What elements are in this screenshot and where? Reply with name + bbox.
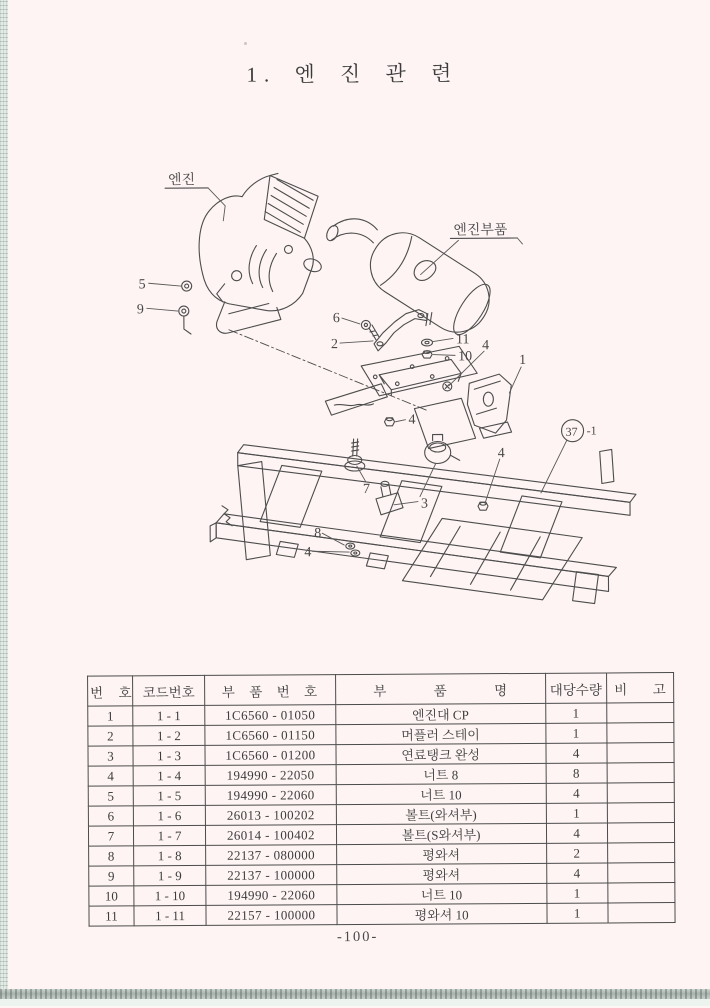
cell-name: 볼트(S와셔부) [336,823,546,844]
cell-no: 5 [88,786,133,806]
cell-no: 3 [88,746,133,766]
washer-nut-stack [422,339,433,358]
callout-5: 5 [138,277,146,293]
cell-qty: 1 [545,703,606,723]
cell-no: 11 [89,906,134,926]
callout-4b: 4 [408,412,416,428]
cell-name: 평와셔 [336,863,546,884]
cell-name: 너트 10 [336,783,546,804]
cell-no: 7 [88,826,133,846]
muffler-stay-drawing [374,310,427,351]
callout-4a: 4 [481,338,490,354]
cell-code: 1 - 9 [134,865,206,885]
cell-code: 1 - 6 [133,805,205,825]
ref-circle-number: 37 [565,424,578,439]
callout-7: 7 [362,481,370,497]
cell-qty: 4 [546,863,607,883]
table-row [89,903,675,927]
header-part-name: 부 품 명 [335,673,545,704]
cell-no: 10 [89,886,134,906]
cell-qty: 1 [546,803,607,823]
bolt-6-drawing [361,320,379,340]
cell-note [607,823,674,843]
cell-note [607,863,674,883]
alignment-line [229,329,427,412]
cell-name: 머플러 스테이 [335,723,545,744]
engine-parts-label: 엔진부품 [453,223,508,239]
parts-table-body [88,703,675,927]
cell-part_no: 194990 - 22060 [205,785,336,806]
header-number: 번 호 [88,676,133,706]
cell-part_no: 26013 - 100202 [206,805,337,826]
cell-no: 1 [88,706,133,726]
callout-4d: 4 [304,545,312,561]
header-qty: 대당수량 [545,673,606,703]
callout-3: 3 [420,496,429,512]
cell-name: 너트 10 [336,883,546,904]
cell-no: 4 [88,766,133,786]
leader-lines [146,186,567,554]
callout-10: 10 [458,349,473,365]
callout-11: 11 [455,332,470,348]
cell-code: 1 - 2 [133,725,205,745]
header-code-number: 코드번호 [132,675,205,705]
cell-no: 9 [89,866,134,886]
page-number: -100- [336,928,379,946]
engine-mount-plate-drawing [325,346,478,449]
chassis-frame-drawing [210,442,637,606]
cell-note [606,703,673,723]
cell-qty: 8 [546,763,607,783]
exploded-parts-diagram [128,151,661,614]
cell-code: 1 - 10 [134,885,206,905]
callout-4c: 4 [497,446,505,462]
cell-note [608,903,675,923]
callout-9: 9 [136,302,144,318]
cell-part_no: 22137 - 080000 [206,845,337,866]
cell-qty: 4 [546,823,607,843]
engine-label: 엔진 [167,172,196,189]
cell-note [607,843,674,863]
cell-part_no: 1C6560 - 01150 [205,725,336,746]
cell-name: 연료탱크 완성 [336,743,546,764]
cell-name: 엔진대 CP [335,703,545,724]
page-title: 1. 엔 진 관 련 [246,61,459,87]
round-part-drawing [425,434,460,463]
cell-no: 8 [89,846,134,866]
cell-note [607,763,674,783]
cell-code: 1 - 4 [133,765,205,785]
cell-qty: 1 [546,883,607,903]
ref-circle-suffix: -1 [586,423,597,438]
cell-qty: 2 [546,843,607,863]
cell-name: 평와셔 [336,843,546,864]
cell-note [607,743,674,763]
callout-2: 2 [330,337,339,353]
cell-note [607,783,674,803]
cell-note [607,803,674,823]
cell-note [608,883,675,903]
cell-name: 너트 8 [336,763,546,784]
bracket-1-drawing [467,374,511,438]
cell-code: 1 - 11 [134,905,206,925]
cell-part_no: 22157 - 100000 [206,905,337,926]
cell-qty: 4 [546,743,607,763]
cell-part_no: 194990 - 22050 [205,765,336,786]
callout-8: 8 [314,526,322,542]
callout-1: 1 [519,352,527,368]
cell-no: 2 [88,726,133,746]
cell-part_no: 26014 - 100402 [206,825,337,846]
header-part-number: 부 품 번 호 [205,675,336,706]
cell-code: 1 - 5 [133,785,205,805]
cell-code: 1 - 3 [133,745,205,765]
cell-code: 1 - 1 [133,705,205,725]
parts-table [87,672,676,927]
table-header-row [88,673,674,707]
cell-name: 볼트(와셔부) [336,803,546,824]
cell-qty: 1 [545,723,606,743]
cell-part_no: 1C6560 - 01050 [205,705,336,726]
header-note: 비 고 [606,673,673,703]
cell-part_no: 194990 - 22060 [206,885,337,906]
cell-code: 1 - 8 [133,845,205,865]
cell-note [607,723,674,743]
callout-6: 6 [332,311,340,327]
cell-part_no: 1C6560 - 01200 [205,745,336,766]
cell-qty: 4 [546,783,607,803]
cell-code: 1 - 7 [133,825,205,845]
cell-qty: 1 [546,903,607,923]
cell-name: 평와셔 10 [337,903,547,924]
cell-part_no: 22137 - 100000 [206,865,337,886]
cell-no: 6 [88,806,133,826]
